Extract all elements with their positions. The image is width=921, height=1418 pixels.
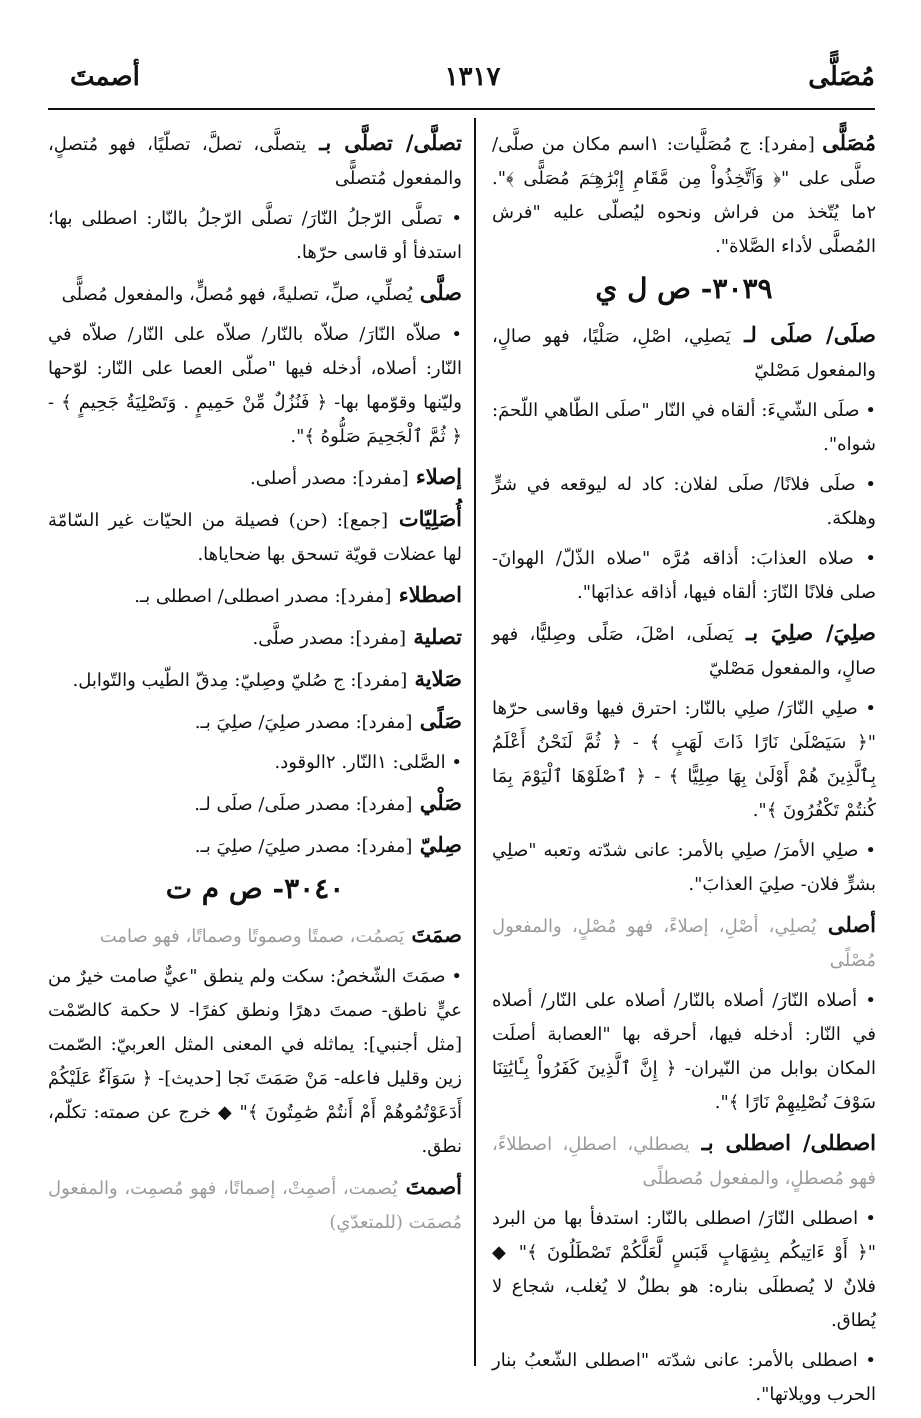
- entry-salan: [48, 704, 462, 740]
- entry-text: يُصمت، أصمِتْ، إصماتًا، فهو مُصمِت، والمفعول مُصمَت (للمتعدّي): [48, 1178, 462, 1233]
- entry-saly: [48, 786, 462, 822]
- right-column: [492, 126, 876, 1418]
- sense-text: • صلِي النّارَ/ صلِي بالنّار: احترق فيها وقاسى حرّها "﴿ سَيَصْلَىٰ نَارًا ذَاتَ لَهَبٍ ﴾ - ﴿ ثُمَّ لَنَحْنُ أَعْلَمُ بِٱلَّذِينَ هُمْ أَوْلَىٰ بِهَا صِلِيًّا ﴾ - ﴿ ٱصْلَوْهَا ٱلْيَوْمَ بِمَا كُنتُمْ تَكْفُرُونَ ﴾".: [492, 698, 876, 821]
- sense-text: • صلَى الشّيءَ: ألقاه في النّار "صلَى الطّاهي اللّحمَ: شواه".: [492, 400, 876, 455]
- entry-text: يُصلِي، أصْلِ، إصلاءً، فهو مُصْلٍ، والمفعول مُصْلًى: [492, 916, 876, 971]
- headword: صَلًى: [412, 708, 462, 733]
- entry-salla: [48, 276, 462, 312]
- entry-tasliya: [48, 620, 462, 656]
- entry-text: يَصمُت، صمتًا وصموتًا وصماتًا، فهو صامت: [99, 926, 405, 947]
- entry-text: [مفرد]: مصدر صلَى/ صلَى لـ.: [194, 794, 413, 815]
- entry-text: يتصلَّى، تصلَّ، تصلّيًا، فهو مُتصلٍ، والمفعول مُتصلًّى: [48, 134, 462, 189]
- sense-text: • صلاه العذابَ: أذاقه مُرَّه "صلاه الذّلّ/ الهوانَ- صلى فلانًا النّارَ: ألقاه فيها، أذاقه عذابَها".: [492, 548, 876, 603]
- entry-istala: [492, 1126, 876, 1196]
- entry-istilaa: [48, 578, 462, 614]
- headword: صمَتَ: [404, 922, 462, 947]
- guide-word-right: مُصَلًّى: [808, 62, 875, 92]
- entry-tasalla: [48, 126, 462, 196]
- sense-text: • صلَى فلانًا/ صلَى لفلان: كاد له ليوقعه في شرٍّ وهلكة.: [492, 474, 876, 529]
- headword: تصلية: [406, 624, 462, 649]
- page-number: ١٣١٧: [444, 62, 501, 92]
- headword: أُصَلِيّات: [388, 506, 462, 531]
- headword: صَلْي: [412, 790, 462, 815]
- entry-asmata: [48, 1170, 462, 1240]
- entry-samata: [48, 918, 462, 954]
- entry-text: [مفرد]: ج صُليّ وصِليّ: مِدقّ الطّيب والتّوابل.: [72, 670, 408, 691]
- sense-text: • اصطلى بالأمر: عانى شدّته "اصطلى الشّعبُ بنار الحرب وويلاتها".: [492, 1350, 876, 1405]
- entry-saliya: [492, 616, 876, 686]
- entry-text: [مفرد]: مصدر اصطلى/ اصطلى بـ.: [134, 586, 392, 607]
- headword: صلَّى: [412, 280, 462, 305]
- headword: اصطلاء: [391, 582, 462, 607]
- column-divider: [474, 118, 476, 1366]
- entry-salaya: [48, 662, 462, 698]
- root-heading-3040: ٣٠٤٠- ص م ت: [165, 872, 345, 905]
- entry-text: [مفرد]: ج مُصَلَّيات: ١اسم مكان من صلَّى/ صلَّى على "﴿ وَٱتَّخِذُواْ مِن مَّقَامِ إِبْرَٰهِـۧمَ مُصَلًّى ﴾". ٢ما يُتّخذ من فراش ونحوه ليُصلّى عليه "فرش المُصلَّى لأداء الصَّلاة".: [492, 134, 876, 257]
- guide-word-left: أصمتَ: [70, 62, 140, 92]
- entry-sala: [492, 318, 876, 388]
- headword: تصلَّى/ تصلَّى بـ: [306, 130, 463, 155]
- headword: صلِيَ/ صلِيَ بـ: [733, 620, 876, 645]
- entry-text: [مفرد]: مصدر صلِيَ/ صلِيَ بـ.: [194, 712, 413, 733]
- sense-text: • اصطلى النّارَ/ اصطلى بالنّار: استدفأ بها من البرد "﴿ أَوْ ءَاتِيكُم بِشِهَابٍ قَبَسٍ لَّعَلَّكُمْ تَصْطَلُونَ ﴾" ◆ فلانٌ لا يُصطلَى بناره: هو بطلٌ لا يُغلب، شجاع لا يُطاق.: [492, 1208, 876, 1331]
- sense-text: • تصلَّى الرّجلُ النّارَ/ تصلَّى الرّجلُ بالنّار: اصطلى بها؛ استدفأ أو قاسى حرّها.: [48, 208, 462, 263]
- entry-text: [مفرد]: مصدر صلِيَ/ صلِيَ بـ.: [194, 836, 413, 857]
- entry-text: [جمع]: (حن) فصيلة من الحيّات غير السّامّة لها عضلات قويّة تسحق بها ضحاياها.: [48, 510, 462, 565]
- headword: صَلاية: [407, 666, 462, 691]
- headword: أصمتَ: [397, 1174, 462, 1199]
- sense-text: • الصَّلى: ١النّار. ٢الوقود.: [274, 752, 462, 773]
- sense-text: • صلِي الأمرَ/ صلِي بالأمر: عانى شدّته وتعبه "صلِي بشرٍّ فلان- صلِيَ العذابَ".: [492, 840, 876, 895]
- entry-text: يُصلِّي، صلِّ، تصليةً، فهو مُصلٍّ، والمفعول مُصلًّى: [61, 284, 413, 305]
- root-heading-3039: ٣٠٣٩- ص ل ي: [595, 272, 773, 305]
- entry-text: يصطلي، اصطلِ، اصطلاءً، فهو مُصطلٍ، والمفعول مُصطلًى: [492, 1134, 876, 1189]
- entry-islaa: [48, 460, 462, 496]
- sense-text: • صمَتَ الشّخصُ: سكت ولم ينطق "عيٌّ صامت خيرٌ من عيٍّ ناطق- صمتَ دهرًا ونطق كفرًا- لا حكمة كالصّمْت [مثل أجنبي]: يماثله في المعنى المثل العربيّ: الصّمت زين وقليل فاعله- مَنْ صَمَتَ نَجا [حديث]- ﴿ سَوَآءٌ عَلَيْكُمْ أَدَعَوْتُمُوهُمْ أَمْ أَنتُمْ صَٰمِتُونَ ﴾" ◆ خرج عن صمته: تكلّم، نطق.: [48, 966, 462, 1157]
- entry-text: [مفرد]: مصدر أصلى.: [250, 468, 409, 489]
- left-column: [48, 126, 462, 1246]
- entry-text: يَصلَى، اصْلَ، صَلًى وصِليًّا، فهو صالٍ، والمفعول مَصْليّ: [492, 624, 876, 679]
- headword: مُصَلًّى: [822, 130, 876, 155]
- sense-text: • أصلاه النّارَ/ أصلاه بالنّار/ أصلاه على النّار/ أصلاه في النّار: أدخله فيها، أحرقه بها "العصابة أصلَت المكان بوابل من النّيران- ﴿ إِنَّ ٱلَّذِينَ كَفَرُواْ بِـَٔايَٰتِنَا سَوْفَ نُصْلِيهِمْ نَارًا ﴾".: [492, 990, 876, 1113]
- headword: إصلاء: [408, 464, 462, 489]
- entry-text: يَصلِي، اصْلِ، صَلْيًا، فهو صالٍ، والمفعول مَصْليّ: [492, 326, 876, 381]
- entry-siliyy: [48, 828, 462, 864]
- headword: صلَى/ صلَى لـ: [730, 322, 876, 347]
- entry-text: [مفرد]: مصدر صلَّى.: [252, 628, 407, 649]
- entry-musalla: [492, 126, 876, 264]
- headword: اصطلى/ اصطلى بـ: [689, 1130, 877, 1155]
- entry-asla: [492, 908, 876, 978]
- headword: أصلى: [816, 912, 876, 937]
- entry-usaliyyat: [48, 502, 462, 572]
- sense-text: • صلاّه النّارَ/ صلاّه بالنّار/ صلاّه على النّار/ صلاّه في النّار: أصلاه، أدخله فيها "صلّى العصا على النّار: لوّحها وليّنها وقوّمها بها- ﴿ فَنُزُلٌ مِّنْ حَمِيمٍ . وَتَصْلِيَةُ جَحِيمٍ ﴾ - ﴿ ثُمَّ ٱلْجَحِيمَ صَلُّوهُ ﴾".: [48, 324, 462, 447]
- page-header: [70, 62, 875, 102]
- header-rule: [48, 108, 875, 110]
- headword: صِليّ: [412, 832, 462, 857]
